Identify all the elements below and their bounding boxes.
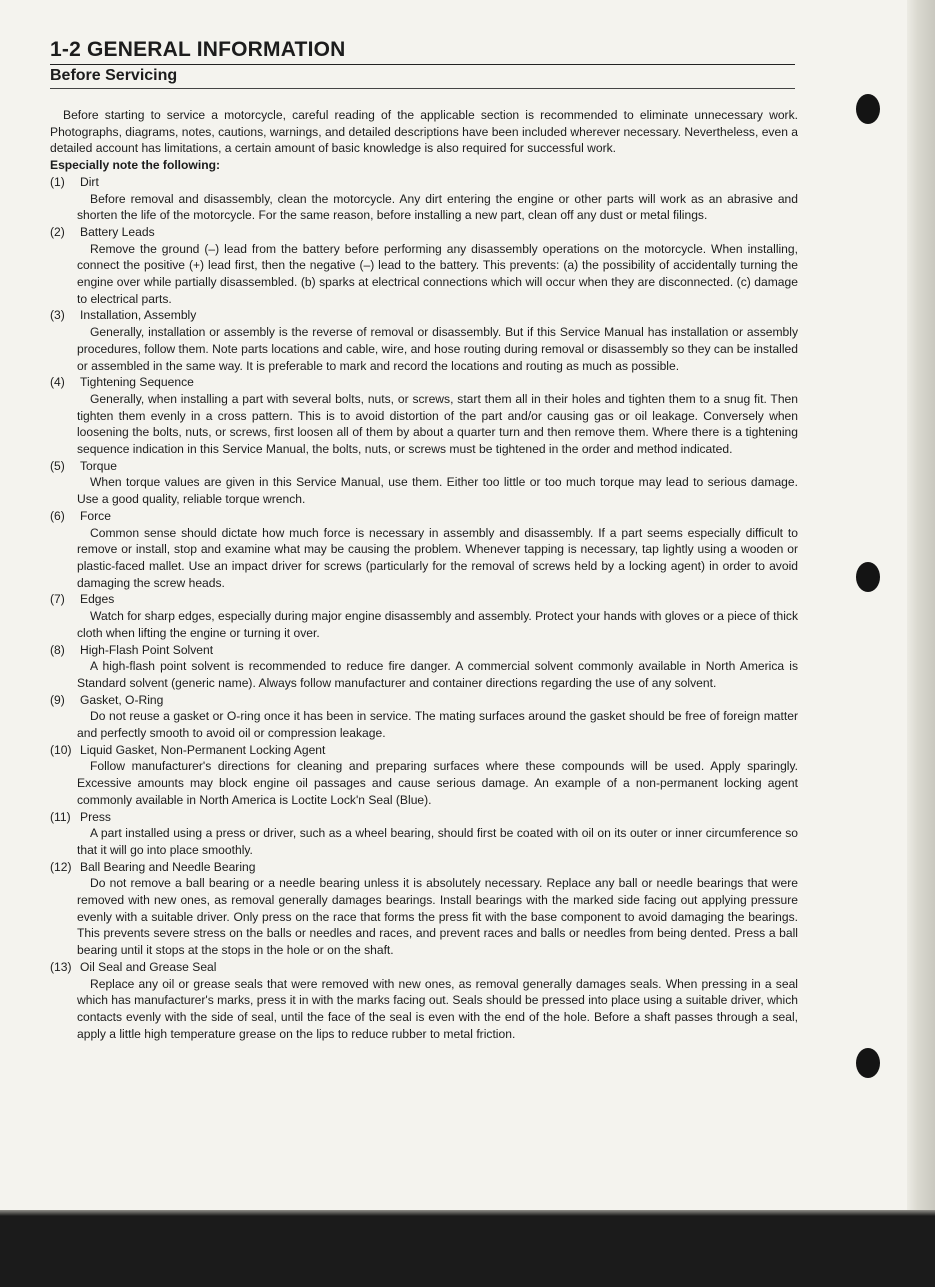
list-item <box>50 458 798 508</box>
item-body: Remove the ground (–) lead from the battery before performing any disassembly operations on the motorcycle. When installing, connect the positive (+) lead first, then the negative (–) lead to the battery. This prevents: (a) the possibility of accidentally turning the engine over while partially disassembled. (b) sparks at electrical connections which will occur when they are disconnected. (c) damage to electrical parts. <box>77 241 798 306</box>
section-title: Before Servicing <box>50 67 178 84</box>
item-title: Gasket, O-Ring <box>80 692 164 707</box>
item-heading <box>50 374 798 391</box>
item-heading <box>50 742 798 759</box>
item-title: Ball Bearing and Needle Bearing <box>80 859 256 874</box>
item-heading <box>50 859 798 876</box>
list-item <box>50 959 798 1043</box>
list-item <box>50 508 798 592</box>
section-rule <box>50 88 795 89</box>
scanner-background <box>0 1210 935 1287</box>
item-title: Liquid Gasket, Non-Permanent Locking Agent <box>80 742 326 757</box>
item-number: (13) <box>50 959 72 974</box>
item-title: Battery Leads <box>80 224 155 239</box>
list-item <box>50 374 798 458</box>
item-number: (9) <box>50 692 65 707</box>
list-item <box>50 307 798 374</box>
item-heading <box>50 224 798 241</box>
item-title: Torque <box>80 458 117 473</box>
item-body: Do not remove a ball bearing or a needle bearing unless it is absolutely necessary. Replace any ball or needle bearings that were removed with new ones, as removal generally damages bearings. Install bearings with the marked side facing out applying pressure evenly with a suitable driver. Only press on the race that forms the press fit with the base component to avoid damaging the bearings. This prevents severe stress on the balls or needles and races, and prevent races and balls or needles from being dented. Press a ball bearing until it stops at the stops in the hole or on the shaft. <box>77 876 798 958</box>
list-item <box>50 859 798 959</box>
item-title: Edges <box>80 592 115 607</box>
item-heading <box>50 959 798 976</box>
item-body: Watch for sharp edges, especially during major engine disassembly and assembly. Protect your hands with gloves or a piece of thick cloth when lifting the engine or turning it over. <box>77 609 798 640</box>
item-body: Generally, installation or assembly is the reverse of removal or disassembly. But if this Service Manual has installation or assembly procedures, follow them. Note parts locations and cable, wire, and hose routing during removal or disassembly so they can be installed or assembled in the same way. It is preferable to mark and record the locations and routing as much as possible. <box>77 325 798 373</box>
list-item <box>50 174 798 224</box>
title-rule <box>50 64 795 65</box>
item-heading <box>50 307 798 324</box>
item-body: A part installed using a press or driver, such as a wheel bearing, should first be coated with oil on its outer or inner circumference so that it will go into place smoothly. <box>77 826 798 857</box>
item-heading <box>50 692 798 709</box>
item-title: Press <box>80 809 111 824</box>
item-number: (5) <box>50 458 65 473</box>
item-heading <box>50 591 798 608</box>
page-title: 1-2 GENERAL INFORMATION <box>50 38 346 61</box>
item-body: When torque values are given in this Service Manual, use them. Either too little or too much torque may lead to serious damage. Use a good quality, reliable torque wrench. <box>77 475 798 507</box>
item-number: (10) <box>50 742 72 757</box>
item-number: (3) <box>50 308 65 323</box>
item-heading <box>50 508 798 525</box>
binder-hole <box>856 562 880 592</box>
note-heading: Especially note the following: <box>50 158 221 173</box>
binder-hole <box>856 94 880 124</box>
item-number: (12) <box>50 859 72 874</box>
item-number: (8) <box>50 642 65 657</box>
item-body: Generally, when installing a part with several bolts, nuts, or screws, start them all in their holes and tighten them to a snug fit. Then tighten them evenly in a cross pattern. This is to avoid distortion of the part and/or causing gas or oil leakage. Conversely when loosening the bolts, nuts, or screws, first loosen all of them by about a quarter turn and then remove them. Where there is a tightening sequence indication in this Service Manual, the bolts, nuts, or screws must be tightened in the order and method indicated. <box>77 391 798 457</box>
item-title: Oil Seal and Grease Seal <box>80 959 217 974</box>
item-body: Common sense should dictate how much force is necessary in assembly and disassembly. If a part seems especially difficult to remove or install, stop and examine what may be causing the problem. Whenever tapping is necessary, tap lightly using a wooden or plastic-faced mallet. Use an impact driver for screws (particularly for the removal of screws held by a locking agent) in order to avoid damaging the screw heads. <box>77 525 798 590</box>
list-item <box>50 224 798 308</box>
item-body: A high-flash point solvent is recommended to reduce fire danger. A commercial solvent commonly available in North America is Standard solvent (generic name). Always follow manufacturer and container directions regarding the use of any solvent. <box>77 659 798 690</box>
item-heading <box>50 174 798 191</box>
list-item <box>50 742 798 809</box>
list-item <box>50 809 798 859</box>
item-body: Replace any oil or grease seals that were removed with new ones, as removal generally damages seals. When pressing in a seal which has manufacturer's marks, press it in with the marks facing out. Seals should be pressed into place using a suitable driver, which contacts evenly with the side of seal, until the face of the seal is even with the end of the hole. Before a shaft passes through a seal, apply a little high temperature grease on the lips to reduce rubber to metal friction. <box>77 976 798 1041</box>
item-title: High-Flash Point Solvent <box>80 642 214 657</box>
item-title: Dirt <box>80 174 99 189</box>
item-body: Follow manufacturer's directions for cleaning and preparing surfaces where these compounds will be used. Apply sparingly. Excessive amounts may block engine oil passages and cause serious damage. An example of a non-permanent locking agent commonly available in North America is Loctite Lock'n Seal (Blue). <box>77 759 798 807</box>
item-heading <box>50 809 798 826</box>
item-title: Force <box>80 508 111 523</box>
item-number: (7) <box>50 592 65 607</box>
item-body: Do not reuse a gasket or O-ring once it has been in service. The mating surfaces around the gasket should be free of foreign matter and perfectly smooth to avoid oil or compression leakage. <box>77 709 798 741</box>
list-item <box>50 692 798 742</box>
item-list <box>50 174 798 1043</box>
list-item <box>50 591 798 641</box>
item-number: (2) <box>50 224 65 239</box>
item-number: (6) <box>50 508 65 523</box>
list-item <box>50 642 798 692</box>
item-number: (11) <box>50 809 71 824</box>
item-title: Tightening Sequence <box>80 375 194 390</box>
page-edge-shadow <box>907 0 935 1210</box>
item-title: Installation, Assembly <box>80 308 197 323</box>
document-body <box>50 107 798 1042</box>
intro-paragraph: Before starting to service a motorcycle, careful reading of the applicable section is recommended to eliminate unnecessary work. Photographs, diagrams, notes, cautions, warnings, and detailed descriptions have been included wherever necessary. Nevertheless, even a detailed account has limitations, a certain amount of basic knowledge is also required for successful work. <box>50 108 799 156</box>
item-heading <box>50 642 798 659</box>
binder-hole <box>856 1048 880 1078</box>
item-number: (1) <box>50 174 65 189</box>
item-number: (4) <box>50 375 65 390</box>
item-body: Before removal and disassembly, clean the motorcycle. Any dirt entering the engine or other parts will work as an abrasive and shorten the life of the motorcycle. For the same reason, before installing a new part, clean off any dust or metal filings. <box>77 191 798 223</box>
item-heading <box>50 458 798 475</box>
